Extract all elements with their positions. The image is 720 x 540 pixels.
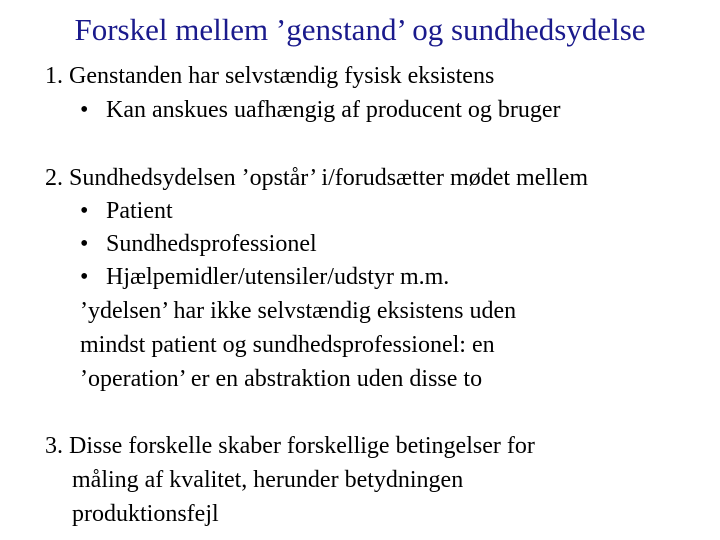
item-1-heading [45, 61, 494, 91]
item-2-note-line-3: ’operation’ er en abstraktion uden disse to [80, 366, 483, 392]
bullet-text: Patient [106, 198, 173, 224]
bullet-icon: • [80, 231, 89, 257]
item-3-number: 3. [45, 433, 63, 459]
item-2-number: 2. [45, 165, 63, 191]
item-2-bullet-2 [80, 229, 317, 259]
bullet-text: Hjælpemidler/utensiler/udstyr m.m. [106, 264, 450, 290]
item-2-note-line-2: mindst patient og sundhedsprofessionel: en [80, 332, 495, 358]
item-3-text-line-2: måling af kvalitet, herunder betydningen [72, 467, 464, 493]
bullet-text: Sundhedsprofessionel [106, 231, 317, 257]
bullet-text: Kan anskues uafhængig af producent og bruger [106, 97, 561, 123]
item-2-bullet-1 [80, 196, 173, 226]
item-2-text: Sundhedsydelsen ’opstår’ i/forudsætter mødet mellem [69, 165, 589, 191]
bullet-icon: • [80, 198, 89, 224]
item-3-heading [45, 431, 535, 461]
slide-title: Forskel mellem ’genstand’ og sundhedsydelse [74, 12, 646, 47]
item-1-number: 1. [45, 63, 63, 89]
item-2-note-line-1: ’ydelsen’ har ikke selvstændig eksistens uden [80, 298, 517, 324]
bullet-icon: • [80, 97, 89, 123]
item-2-heading [45, 163, 588, 193]
item-1-bullet-1 [80, 95, 561, 125]
item-1-text: Genstanden har selvstændig fysisk eksistens [69, 63, 495, 89]
bullet-icon: • [80, 264, 89, 290]
item-3-text-line-3: produktionsfejl [72, 501, 219, 527]
item-2-bullet-3 [80, 262, 449, 292]
item-3-text-line-1: Disse forskelle skaber forskellige betingelser for [69, 433, 535, 459]
